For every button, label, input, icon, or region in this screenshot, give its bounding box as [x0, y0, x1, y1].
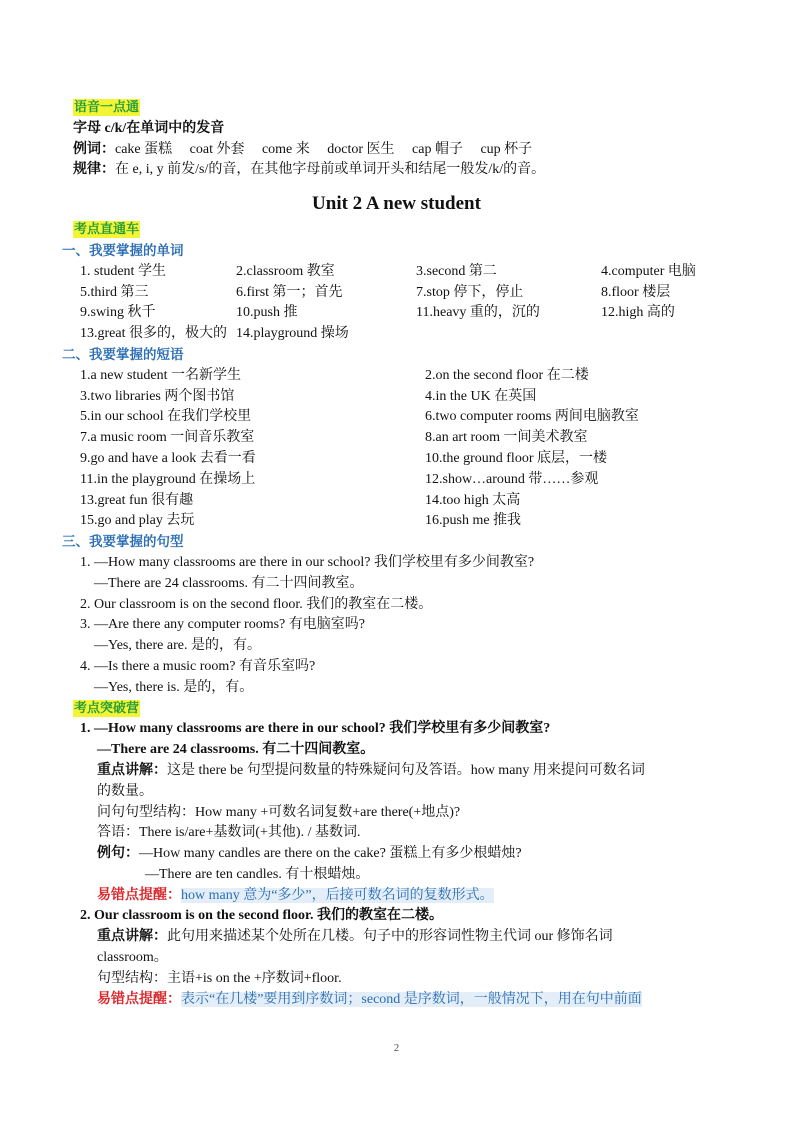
phrases-row: [0, 491, 793, 512]
section-heading-2: 考点突破营: [74, 700, 140, 716]
item1-question: 1. —How many classrooms are there in our school? 我们学校里有多少间教室?: [80, 721, 551, 737]
words-list: [0, 262, 793, 345]
phrases-item: 7.a music room 一间音乐教室: [80, 430, 255, 446]
phrases-item: 14.too high 太高: [425, 492, 521, 508]
words-item: 2.classroom 教室: [236, 263, 335, 279]
sentence-line: —There are 24 classrooms. 有二十四间教室。: [80, 575, 364, 591]
words-item: 14.playground 操场: [236, 326, 349, 342]
words-item: 5.third 第三: [80, 284, 149, 300]
item2-tip: 易错点提醒：表示“在几楼”要用到序数词；second 是序数词，一般情况下，用在句中前面: [97, 991, 642, 1007]
words-item: 8.floor 楼层: [601, 284, 671, 300]
phrases-item: 4.in the UK 在英国: [425, 388, 537, 404]
phrases-row: [0, 511, 793, 532]
item1-key-cont: 的数量。: [97, 783, 153, 799]
phrases-item: 5.in our school 在我们学校里: [80, 409, 252, 425]
phrases-item: 3.two libraries 两个图书馆: [80, 388, 235, 404]
words-item: 4.computer 电脑: [601, 263, 696, 279]
phrases-item: 10.the ground floor 底层，一楼: [425, 450, 607, 466]
words-item: 6.first 第一；首先: [236, 284, 343, 300]
item1-struct2: 答语：There is/are+基数词(+其他). / 基数词.: [97, 825, 361, 841]
phrases-row: [0, 366, 793, 387]
phrases-item: 2.on the second floor 在二楼: [425, 367, 589, 383]
item1-struct1: 问句句型结构：How many +可数名词复数+are there(+地点)?: [97, 804, 461, 820]
section-heading-1: 考点直通车: [74, 222, 140, 238]
item2-key: 重点讲解：此句用来描述某个处所在几楼。句子中的形容词性物主代词 our 修饰名词: [97, 929, 613, 945]
phrases-item: 16.push me 推我: [425, 513, 522, 529]
phrases-row: [0, 470, 793, 491]
phrases-item: 9.go and have a look 去看一看: [80, 450, 256, 466]
phonics-rule: 规律：在 e, i, y 前发/s/的音，在其他字母前或单词开头和结尾一般发/k/的音。: [73, 162, 546, 178]
words-row: [0, 283, 793, 304]
phrases-item: 11.in the playground 在操场上: [80, 471, 256, 487]
sentence-line: 3. —Are there any computer rooms? 有电脑室吗?: [80, 617, 365, 633]
page-number: 2: [393, 1042, 400, 1054]
phrases-item: 8.an art room 一间美术教室: [425, 430, 588, 446]
sentences-heading: 三、我要掌握的句型: [62, 534, 184, 551]
words-item: 7.stop 停下，停止: [416, 284, 524, 300]
words-item: 11.heavy 重的，沉的: [416, 305, 540, 321]
phrases-item: 15.go and play 去玩: [80, 513, 195, 529]
words-row: [0, 324, 793, 345]
item1-key: 重点讲解：这是 there be 句型提问数量的特殊疑问句及答语。how many 用来提问可数名词: [97, 762, 645, 778]
item1-tip: 易错点提醒：how many 意为“多少”，后接可数名词的复数形式。: [97, 887, 494, 903]
item1-answer: —There are 24 classrooms. 有二十四间教室。: [97, 742, 375, 758]
phrases-item: 12.show…around 带……参观: [425, 471, 599, 487]
sentences-list: [0, 553, 793, 699]
phrases-row: [0, 428, 793, 449]
phrases-item: 6.two computer rooms 两间电脑教室: [425, 409, 639, 425]
item2-question: 2. Our classroom is on the second floor. 我们的教室在二楼。: [80, 908, 443, 924]
sentence-line: —Yes, there is. 是的，有。: [80, 679, 254, 695]
unit-title: Unit 2 A new student: [312, 193, 481, 215]
phrases-row: [0, 449, 793, 470]
words-row: [0, 262, 793, 283]
document-page: [0, 98, 793, 1010]
phonics-title: 字母 c/k/在单词中的发音: [73, 120, 225, 136]
sentence-line: —Yes, there are. 是的，有。: [80, 638, 261, 654]
words-row: [0, 303, 793, 324]
phrases-row: [0, 387, 793, 408]
phrases-heading: 二、我要掌握的短语: [62, 346, 184, 363]
phrases-item: 13.great fun 很有趣: [80, 492, 194, 508]
item1-example2: —There are ten candles. 有十根蜡烛。: [145, 866, 370, 882]
sentence-line: 1. —How many classrooms are there in our school? 我们学校里有多少间教室?: [80, 554, 535, 570]
words-item: 10.push 推: [236, 305, 298, 321]
phrases-row: [0, 407, 793, 428]
sentence-line: 4. —Is there a music room? 有音乐室吗?: [80, 658, 316, 674]
phrases-list: [0, 366, 793, 532]
words-item: 3.second 第二: [416, 263, 497, 279]
sentence-line: 2. Our classroom is on the second floor. 我们的教室在二楼。: [80, 596, 433, 612]
item2-key-cont: classroom。: [97, 950, 168, 966]
item2-struct: 句型结构：主语+is on the +序数词+floor.: [97, 970, 342, 986]
words-item: 9.swing 秋千: [80, 305, 156, 321]
section-heading-phonics: 语音一点通: [74, 100, 140, 115]
words-heading: 一、我要掌握的单词: [62, 242, 184, 259]
words-item: 12.high 高的: [601, 305, 675, 321]
words-item: 13.great 很多的，极大的: [80, 326, 227, 342]
words-item: 1. student 学生: [80, 263, 166, 279]
item1-example: 例句：—How many candles are there on the cake? 蛋糕上有多少根蜡烛?: [97, 846, 522, 862]
phrases-item: 1.a new student 一名新学生: [80, 367, 241, 383]
phonics-examples: 例词：cake 蛋糕 coat 外套 come 来 doctor 医生 cap 帽子 cup 杯子: [73, 141, 533, 157]
